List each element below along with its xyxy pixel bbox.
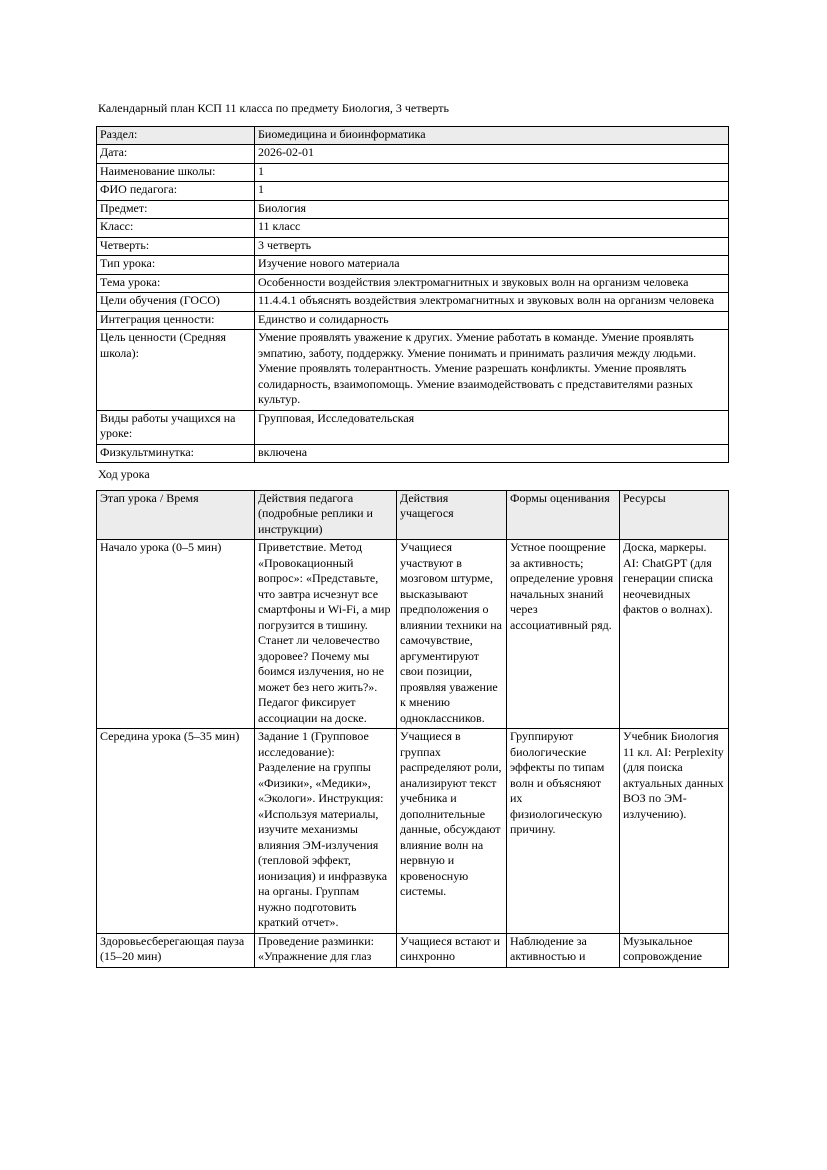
info-row-label: Тип урока: <box>97 256 255 275</box>
info-row-value: Особенности воздействия электромагнитных и звуковых волн на организм человека <box>255 274 729 293</box>
info-row-value: Биология <box>255 200 729 219</box>
info-table-row <box>97 163 729 182</box>
lesson-cell-assessment: Группируют биологические эффекты по типам волн и объясняют их физиологическую причину. <box>507 729 620 934</box>
info-row-value: 11.4.4.1 объяснять воздействия электромагнитных и звуковых волн на организм человека <box>255 293 729 312</box>
lesson-cell-resources: Доска, маркеры. AI: ChatGPT (для генерации списка неочевидных фактов о волнах). <box>620 540 729 729</box>
lesson-cell-student: Учащиеся в группах распределяют роли, анализируют текст учебника и дополнительные данные, обсуждают влияние волн на нервную и кровеносную системы. <box>397 729 507 934</box>
lesson-cell-teacher: Приветствие. Метод «Провокационный вопрос»: «Представьте, что завтра исчезнут все смартфоны и Wi-Fi, а мир погрузится в тишину. Станет ли человечество здоровее? Почему мы боимся излучения, но не может без него жить?». Педагог фиксирует ассоциации на доске. <box>255 540 397 729</box>
info-row-label: Класс: <box>97 219 255 238</box>
lesson-table-row <box>97 540 729 729</box>
lesson-cell-stage: Здоровьесберегающая пауза (15–20 мин) <box>97 933 255 967</box>
lesson-table <box>96 490 729 968</box>
info-table-row <box>97 237 729 256</box>
lesson-cell-student: Учащиеся участвуют в мозговом штурме, высказывают предположения о влиянии техники на самочувствие, аргументируют свои позиции, проявляя уважение к мнению одноклассников. <box>397 540 507 729</box>
info-row-value: 3 четверть <box>255 237 729 256</box>
info-row-label: Раздел: <box>97 126 255 145</box>
lesson-table-row <box>97 729 729 934</box>
info-row-label: Наименование школы: <box>97 163 255 182</box>
info-row-label: ФИО педагога: <box>97 182 255 201</box>
info-row-label: Дата: <box>97 145 255 164</box>
info-row-value: Единство и солидарность <box>255 311 729 330</box>
info-row-label: Цель ценности (Средняя школа): <box>97 330 255 411</box>
lesson-cell-teacher: Проведение разминки: «Упражнение для глаз <box>255 933 397 967</box>
info-row-label: Виды работы учащихся на уроке: <box>97 410 255 444</box>
lesson-header-stage: Этап урока / Время <box>97 490 255 540</box>
lesson-cell-assessment: Устное поощрение за активность; определение уровня начальных знаний через ассоциативный ряд. <box>507 540 620 729</box>
info-table-row <box>97 444 729 463</box>
lesson-cell-student: Учащиеся встают и синхронно <box>397 933 507 967</box>
info-row-value: 11 класс <box>255 219 729 238</box>
lesson-header-teacher: Действия педагога (подробные реплики и инструкции) <box>255 490 397 540</box>
lesson-cell-stage: Середина урока (5–35 мин) <box>97 729 255 934</box>
lesson-cell-stage: Начало урока (0–5 мин) <box>97 540 255 729</box>
lesson-cell-resources: Учебник Биология 11 кл. AI: Perplexity (для поиска актуальных данных ВОЗ по ЭМ-излучению). <box>620 729 729 934</box>
info-row-value: Биомедицина и биоинформатика <box>255 126 729 145</box>
info-table-row <box>97 274 729 293</box>
lesson-cell-resources: Музыкальное сопровождение <box>620 933 729 967</box>
info-table-row <box>97 182 729 201</box>
info-table <box>96 126 729 464</box>
info-table-row <box>97 311 729 330</box>
info-row-value: Групповая, Исследовательская <box>255 410 729 444</box>
info-row-label: Физкультминутка: <box>97 444 255 463</box>
info-row-label: Интеграция ценности: <box>97 311 255 330</box>
info-table-row <box>97 256 729 275</box>
info-row-value: 2026-02-01 <box>255 145 729 164</box>
page-content <box>96 101 729 968</box>
info-row-label: Четверть: <box>97 237 255 256</box>
info-table-row <box>97 126 729 145</box>
document-title: Календарный план КСП 11 класса по предмету Биология, 3 четверть <box>98 101 449 115</box>
info-row-label: Предмет: <box>97 200 255 219</box>
info-row-value: 1 <box>255 163 729 182</box>
info-row-label: Тема урока: <box>97 274 255 293</box>
lesson-header-student: Действия учащегося <box>397 490 507 540</box>
lesson-cell-teacher: Задание 1 (Групповое исследование): Разделение на группы «Физики», «Медики», «Экологи». Инструкция: «Используя материалы, изучите механизмы влияния ЭМ-излучения (тепловой эффект, ионизация) и инфразвука на органы. Группам нужно подготовить краткий отчет». <box>255 729 397 934</box>
info-row-value: включена <box>255 444 729 463</box>
info-row-value: 1 <box>255 182 729 201</box>
info-table-row <box>97 145 729 164</box>
section-heading: Ход урока <box>98 467 150 481</box>
info-row-value: Изучение нового материала <box>255 256 729 275</box>
info-row-label: Цели обучения (ГОСО) <box>97 293 255 312</box>
info-table-row <box>97 219 729 238</box>
lesson-table-header-row <box>97 490 729 540</box>
info-table-row <box>97 200 729 219</box>
lesson-header-resources: Ресурсы <box>620 490 729 540</box>
info-table-row <box>97 410 729 444</box>
lesson-cell-assessment: Наблюдение за активностью и <box>507 933 620 967</box>
lesson-header-assessment: Формы оценивания <box>507 490 620 540</box>
lesson-table-row <box>97 933 729 967</box>
info-table-row <box>97 330 729 411</box>
info-row-value: Умение проявлять уважение к других. Умение работать в команде. Умение проявлять эмпатию, заботу, поддержку. Умение понимать и принимать различия между людьми. Умение проявлять толерантность. Умение разрешать конфликты. Умение проявлять солидарность, взаимопомощь. Умение взаимодействовать с представителями разных культур. <box>255 330 729 411</box>
info-table-row <box>97 293 729 312</box>
